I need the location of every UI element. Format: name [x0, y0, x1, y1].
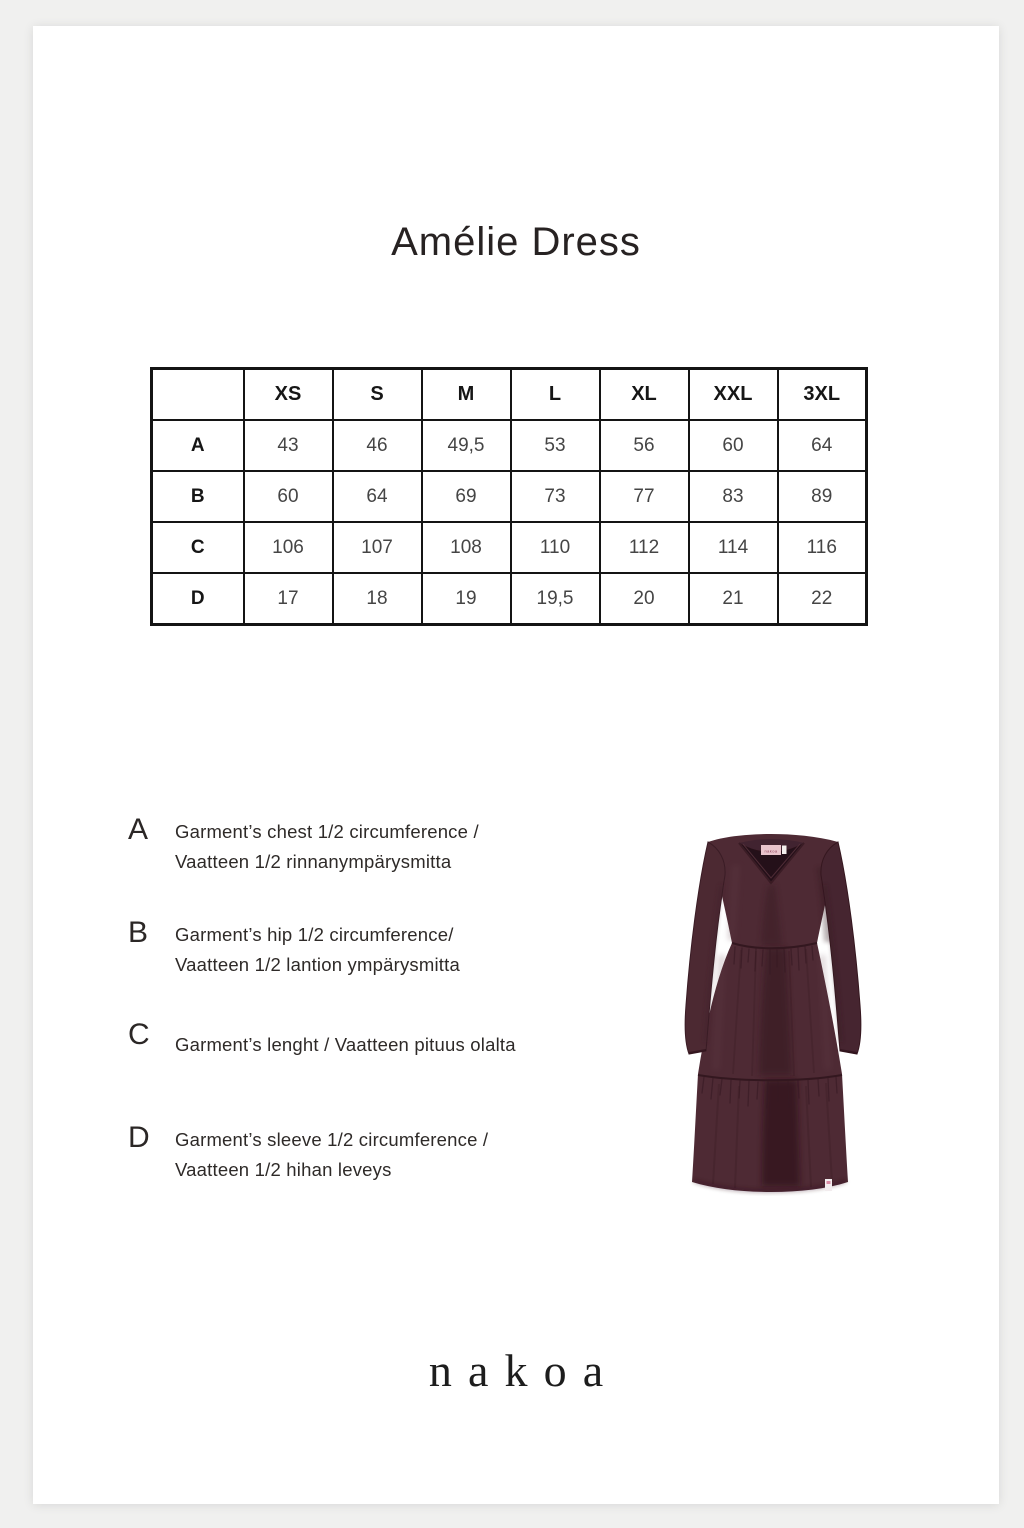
- table-row-d: [152, 573, 867, 625]
- measure-label-a: A: [152, 420, 244, 471]
- measure-value: 107: [333, 522, 422, 573]
- legend-line: Vaatteen 1/2 lantion ympärysmitta: [175, 954, 460, 975]
- measure-label-c: C: [152, 522, 244, 573]
- legend-line: Vaatteen 1/2 rinnanympärysmitta: [175, 851, 452, 872]
- legend-letter-a: A: [128, 813, 149, 846]
- legend-entry-a: [128, 813, 479, 877]
- legend-text-a: [175, 813, 479, 877]
- measure-value: 110: [511, 522, 600, 573]
- neck-label-text: nakoa: [764, 848, 778, 854]
- legend-text-b: [175, 916, 460, 980]
- measure-value: 64: [333, 471, 422, 522]
- measure-value: 73: [511, 471, 600, 522]
- legend-line: Vaatteen 1/2 hihan leveys: [175, 1159, 392, 1180]
- measure-label-d: D: [152, 573, 244, 625]
- dress-image: [620, 790, 980, 1230]
- size-column-header-m: M: [422, 369, 511, 421]
- dress-photo-svg: [620, 790, 980, 1230]
- measure-value: 19,5: [511, 573, 600, 625]
- measure-value: 22: [778, 573, 867, 625]
- legend-entry-b: [128, 916, 460, 980]
- measure-value: 116: [778, 522, 867, 573]
- legend-line: Garment’s sleeve 1/2 circumference /: [175, 1129, 489, 1150]
- legend-line: Garment’s chest 1/2 circumference /: [175, 821, 479, 842]
- measure-value: 106: [244, 522, 333, 573]
- legend-entry-c: [128, 1018, 516, 1060]
- size-column-header-xxl: XXL: [689, 369, 778, 421]
- measure-value: 20: [600, 573, 689, 625]
- legend-line: Garment’s hip 1/2 circumference/: [175, 924, 454, 945]
- table-row-b: [152, 471, 867, 522]
- size-table-header-row: [152, 369, 867, 421]
- legend-letter-d: D: [128, 1121, 150, 1154]
- page-title: Amélie Dress: [391, 220, 641, 264]
- measure-value: 69: [422, 471, 511, 522]
- measure-value: 43: [244, 420, 333, 471]
- table-row-c: [152, 522, 867, 573]
- measure-value: 19: [422, 573, 511, 625]
- size-table: [150, 367, 868, 626]
- legend-line: Garment’s lenght / Vaatteen pituus olalta: [175, 1034, 516, 1055]
- size-column-header-s: S: [333, 369, 422, 421]
- measure-value: 49,5: [422, 420, 511, 471]
- neck-label: [761, 845, 787, 855]
- measure-value: 21: [689, 573, 778, 625]
- legend-text-c: [175, 1018, 516, 1060]
- size-table-corner-cell: [152, 369, 244, 421]
- measure-value: 83: [689, 471, 778, 522]
- measure-value: 46: [333, 420, 422, 471]
- measure-value: 56: [600, 420, 689, 471]
- measure-value: 60: [244, 471, 333, 522]
- size-column-header-3xl: 3XL: [778, 369, 867, 421]
- measure-value: 108: [422, 522, 511, 573]
- size-guide-page: [33, 26, 999, 1504]
- measure-value: 17: [244, 573, 333, 625]
- hem-tag: [825, 1179, 832, 1191]
- measure-label-b: B: [152, 471, 244, 522]
- measure-value: 77: [600, 471, 689, 522]
- legend-entry-d: [128, 1121, 488, 1185]
- legend-letter-c: C: [128, 1018, 150, 1051]
- measure-value: 114: [689, 522, 778, 573]
- measure-value: 53: [511, 420, 600, 471]
- size-column-header-l: L: [511, 369, 600, 421]
- size-column-header-xs: XS: [244, 369, 333, 421]
- measure-value: 18: [333, 573, 422, 625]
- measure-value: 64: [778, 420, 867, 471]
- brand-logo: nakoa: [428, 1345, 620, 1396]
- table-row-a: [152, 420, 867, 471]
- measure-value: 89: [778, 471, 867, 522]
- legend-letter-b: B: [128, 916, 149, 949]
- size-column-header-xl: XL: [600, 369, 689, 421]
- legend-text-d: [175, 1121, 488, 1185]
- measure-value: 112: [600, 522, 689, 573]
- measure-value: 60: [689, 420, 778, 471]
